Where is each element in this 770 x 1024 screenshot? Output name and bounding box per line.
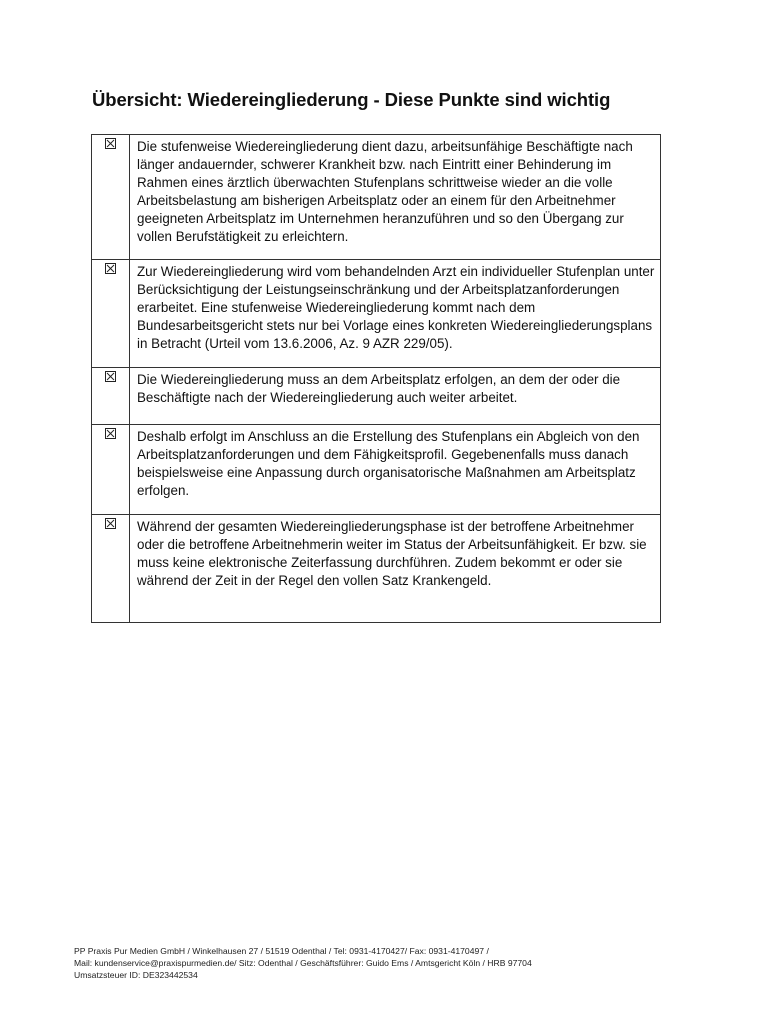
checklist-item-text: Während der gesamten Wiedereingliederungsphase ist der betroffene Arbeitnehmer oder die betroffene Arbeitnehmerin weiter im Status der Arbeitsunfähigkeit. Er bzw. sie muss keine elektronische Zeiterfassung durchführen. Zudem bekommt er oder sie während der Zeit in der Regel den vollen Satz Krankengeld. (130, 515, 661, 623)
checkbox-cell (92, 368, 130, 425)
footer-company-line: PP Praxis Pur Medien GmbH / Winkelhausen 27 / 51519 Odenthal / Tel: 0931-4170427/ Fax: 0931-4170497 / (74, 946, 489, 956)
checklist-item-text: Deshalb erfolgt im Anschluss an die Erstellung des Stufenplans ein Abgleich von den Arbeitsplatzanforderungen und dem Fähigkeitsprofil. Gegebenenfalls muss danach beispielsweise eine Anpassung durch organisatorische Maßnahmen am Arbeitsplatz erfolgen. (130, 425, 661, 515)
checked-box-icon[interactable] (105, 428, 116, 439)
checked-box-icon[interactable] (105, 138, 116, 149)
checked-box-icon[interactable] (105, 518, 116, 529)
footer-contact-line: Mail: kundenservice@praxispurmedien.de/ Sitz: Odenthal / Geschäftsführer: Guido Ems / Amtsgericht Köln / HRB 97704 (74, 958, 532, 968)
page-title: Übersicht: Wiedereingliederung - Diese Punkte sind wichtig (92, 89, 611, 110)
checkbox-cell (92, 425, 130, 515)
checkbox-cell (92, 515, 130, 623)
checklist-row (92, 368, 661, 425)
checklist-item-text: Die stufenweise Wiedereingliederung dient dazu, arbeitsunfähige Beschäftigte nach länger andauernder, schwerer Krankheit bzw. nach Eintritt einer Behinderung im Rahmen eines ärztlich überwachten Stufenplans schrittweise wieder an die volle Arbeitsbelastung am bisherigen Arbeitsplatz oder an einem für den Arbeitnehmer geeigneten Arbeitsplatz im Unternehmen heranzuführen und so den Übergang zur vollen Berufstätigkeit zu erleichtern. (130, 135, 661, 260)
checklist-item-text: Die Wiedereingliederung muss an dem Arbeitsplatz erfolgen, an dem der oder die Beschäftigte nach der Wiedereingliederung auch weiter arbeitet. (130, 368, 661, 425)
checkbox-cell (92, 260, 130, 368)
checklist-row (92, 260, 661, 368)
checkbox-cell (92, 135, 130, 260)
checklist-row (92, 135, 661, 260)
checklist-row (92, 515, 661, 623)
checklist-row (92, 425, 661, 515)
checklist-item-text: Zur Wiedereingliederung wird vom behandelnden Arzt ein individueller Stufenplan unter Berücksichtigung der Leistungseinschränkung und der Arbeitsplatzanforderungen erarbeitet. Eine stufenweise Wiedereingliederung kommt nach dem Bundesarbeitsgericht stets nur bei Vorlage eines konkreten Wiedereingliederungsplans in Betracht (Urteil vom 13.6.2006, Az. 9 AZR 229/05). (130, 260, 661, 368)
checked-box-icon[interactable] (105, 371, 116, 382)
checklist-table (91, 134, 661, 623)
checked-box-icon[interactable] (105, 263, 116, 274)
page-footer (74, 945, 532, 981)
footer-tax-line: Umsatzsteuer ID: DE323442534 (74, 970, 198, 980)
